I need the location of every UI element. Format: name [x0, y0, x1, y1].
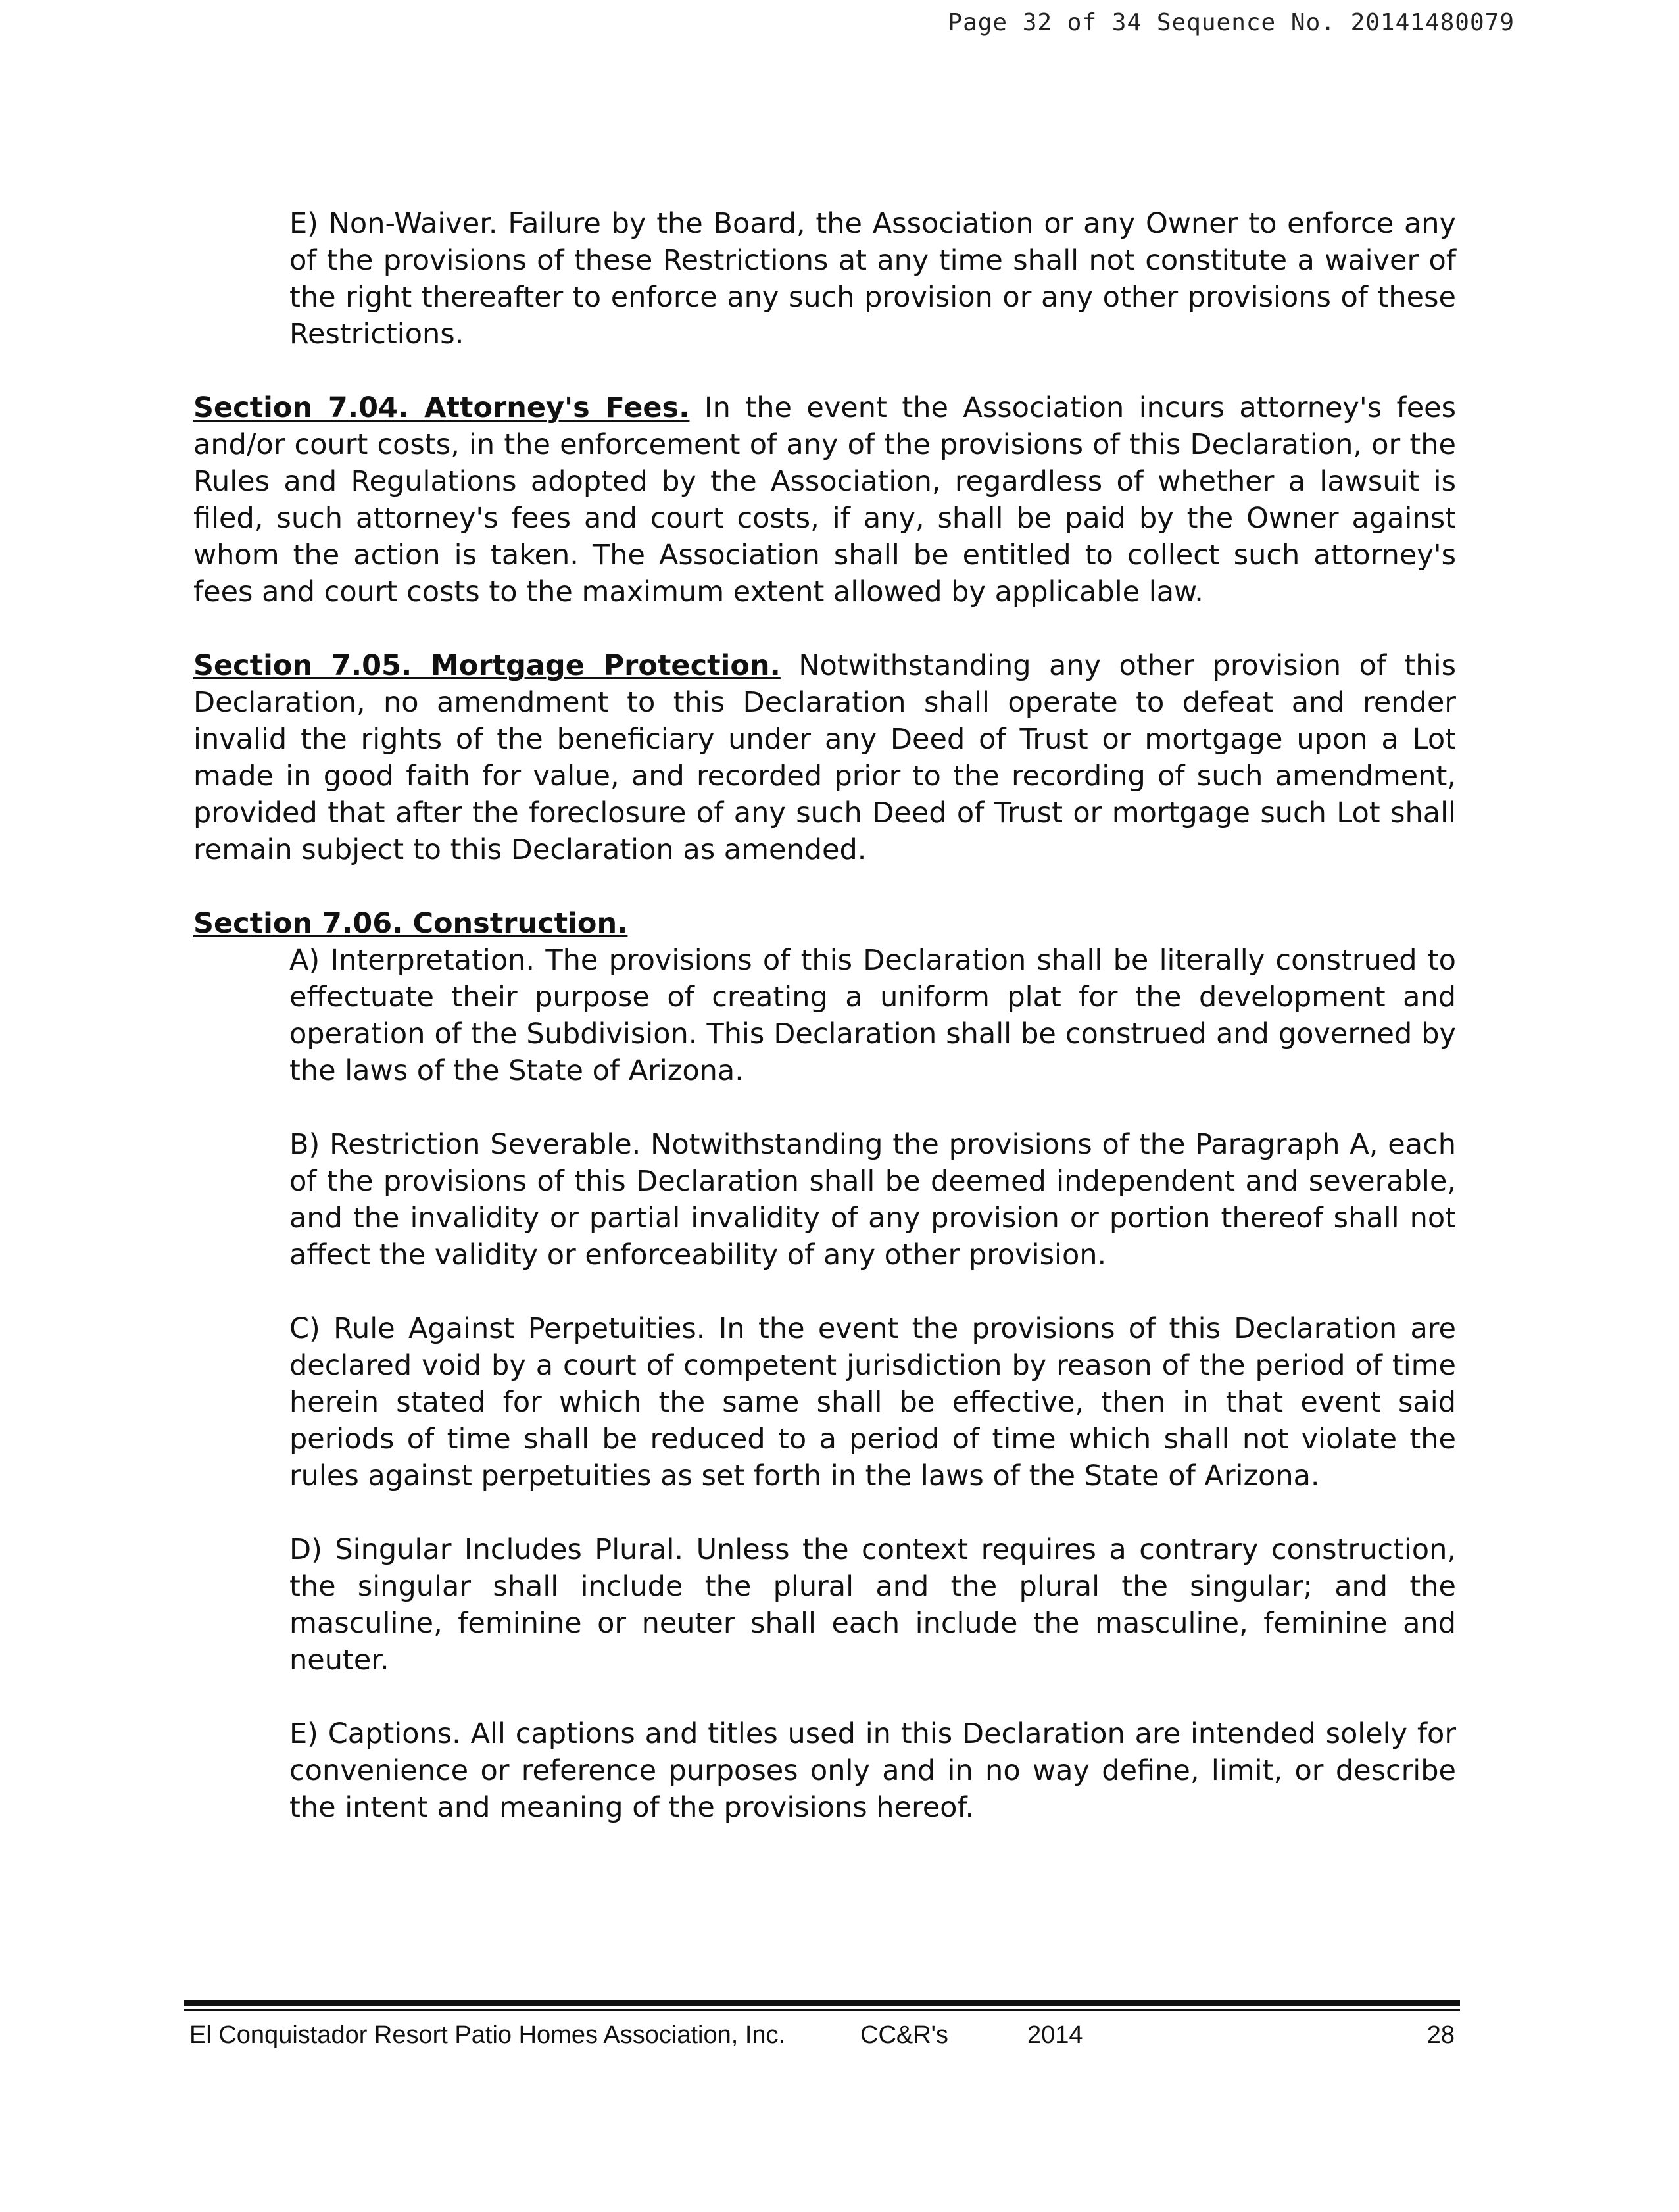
footer-association-name: El Conquistador Resort Patio Homes Association, Inc. [189, 2021, 786, 2049]
footer-page-number: 28 [1426, 2021, 1455, 2049]
section-7-06-item-d: D) Singular Includes Plural. Unless the context requires a contrary construction, the singular shall include the plural and the plural the singular; and the masculine, feminine or neuter shall each include the masculine, feminine and neuter. [289, 1533, 1456, 1677]
section-7-05-body: Notwithstanding any other provision of this Declaration, no amendment to this Declaration shall operate to defeat and render invalid the rights of the beneficiary under any Deed of Trust or mortgage upon a Lot made in good faith for value, and recorded prior to the recording of such amendment, provided that after the foreclosure of any such Deed of Trust or mortgage such Lot shall remain subject to this Declaration as amended. [193, 649, 1456, 866]
section-7-04-heading: Section 7.04. Attorney's Fees. [193, 391, 690, 424]
footer-rule-thin [184, 2009, 1460, 2011]
section-7-06 [193, 905, 1456, 942]
section-7-06-item-b: B) Restriction Severable. Notwithstanding the provisions of the Paragraph A, each of the provisions of this Declaration shall be deemed independent and severable, and the invalidity or partial invalidity of any provision or portion thereof shall not affect the validity or enforceability of any other provision. [289, 1128, 1456, 1271]
section-7-04 [193, 389, 1456, 610]
section-7-05 [193, 647, 1456, 868]
footer-year: 2014 [1027, 2021, 1083, 2049]
section-7-06-item-e: E) Captions. All captions and titles used in this Declaration are intended solely for convenience or reference purposes only and in no way define, limit, or describe the intent and meaning of the provisions hereof. [289, 1717, 1456, 1824]
recording-stamp: Page 32 of 34 Sequence No. 20141480079 [948, 9, 1515, 36]
footer-rule-thick [184, 2000, 1460, 2006]
section-7-06-item-c: C) Rule Against Perpetuities. In the event the provisions of this Declaration are declared void by a court of competent jurisdiction by reason of the period of time herein stated for which the same shall be effective, then in that event said periods of time shall be reduced to a period of time which shall not violate the rules against perpetuities as set forth in the laws of the State of Arizona. [289, 1312, 1456, 1492]
section-7-03-item-e: E) Non-Waiver. Failure by the Board, the Association or any Owner to enforce any of the provisions of these Restrictions at any time shall not constitute a waiver of the right thereafter to enforce any such provision or any other provisions of these Restrictions. [289, 207, 1456, 351]
section-7-04-body: In the event the Association incurs attorney's fees and/or court costs, in the enforcement of any of the provisions of this Declaration, or the Rules and Regulations adopted by the Association, regardless of whether a lawsuit is filed, such attorney's fees and court costs, if any, shall be paid by the Owner against whom the action is taken. The Association shall be entitled to collect such attorney's fees and court costs to the maximum extent allowed by applicable law. [193, 391, 1457, 608]
section-7-06-items [193, 942, 1456, 1826]
section-7-06-item-a: A) Interpretation. The provisions of this Declaration shall be literally construed to effectuate their purpose of creating a uniform plat for the development and operation of the Subdivision. This Declaration shall be construed and governed by the laws of the State of Arizona. [289, 944, 1456, 1087]
footer-line [184, 2021, 1460, 2061]
document-body [193, 205, 1456, 1826]
section-7-05-heading: Section 7.05. Mortgage Protection. [193, 649, 781, 682]
page-footer [184, 2000, 1460, 2061]
section-7-06-heading: Section 7.06. Construction. [193, 907, 628, 940]
footer-document-name: CC&R's [860, 2021, 948, 2049]
